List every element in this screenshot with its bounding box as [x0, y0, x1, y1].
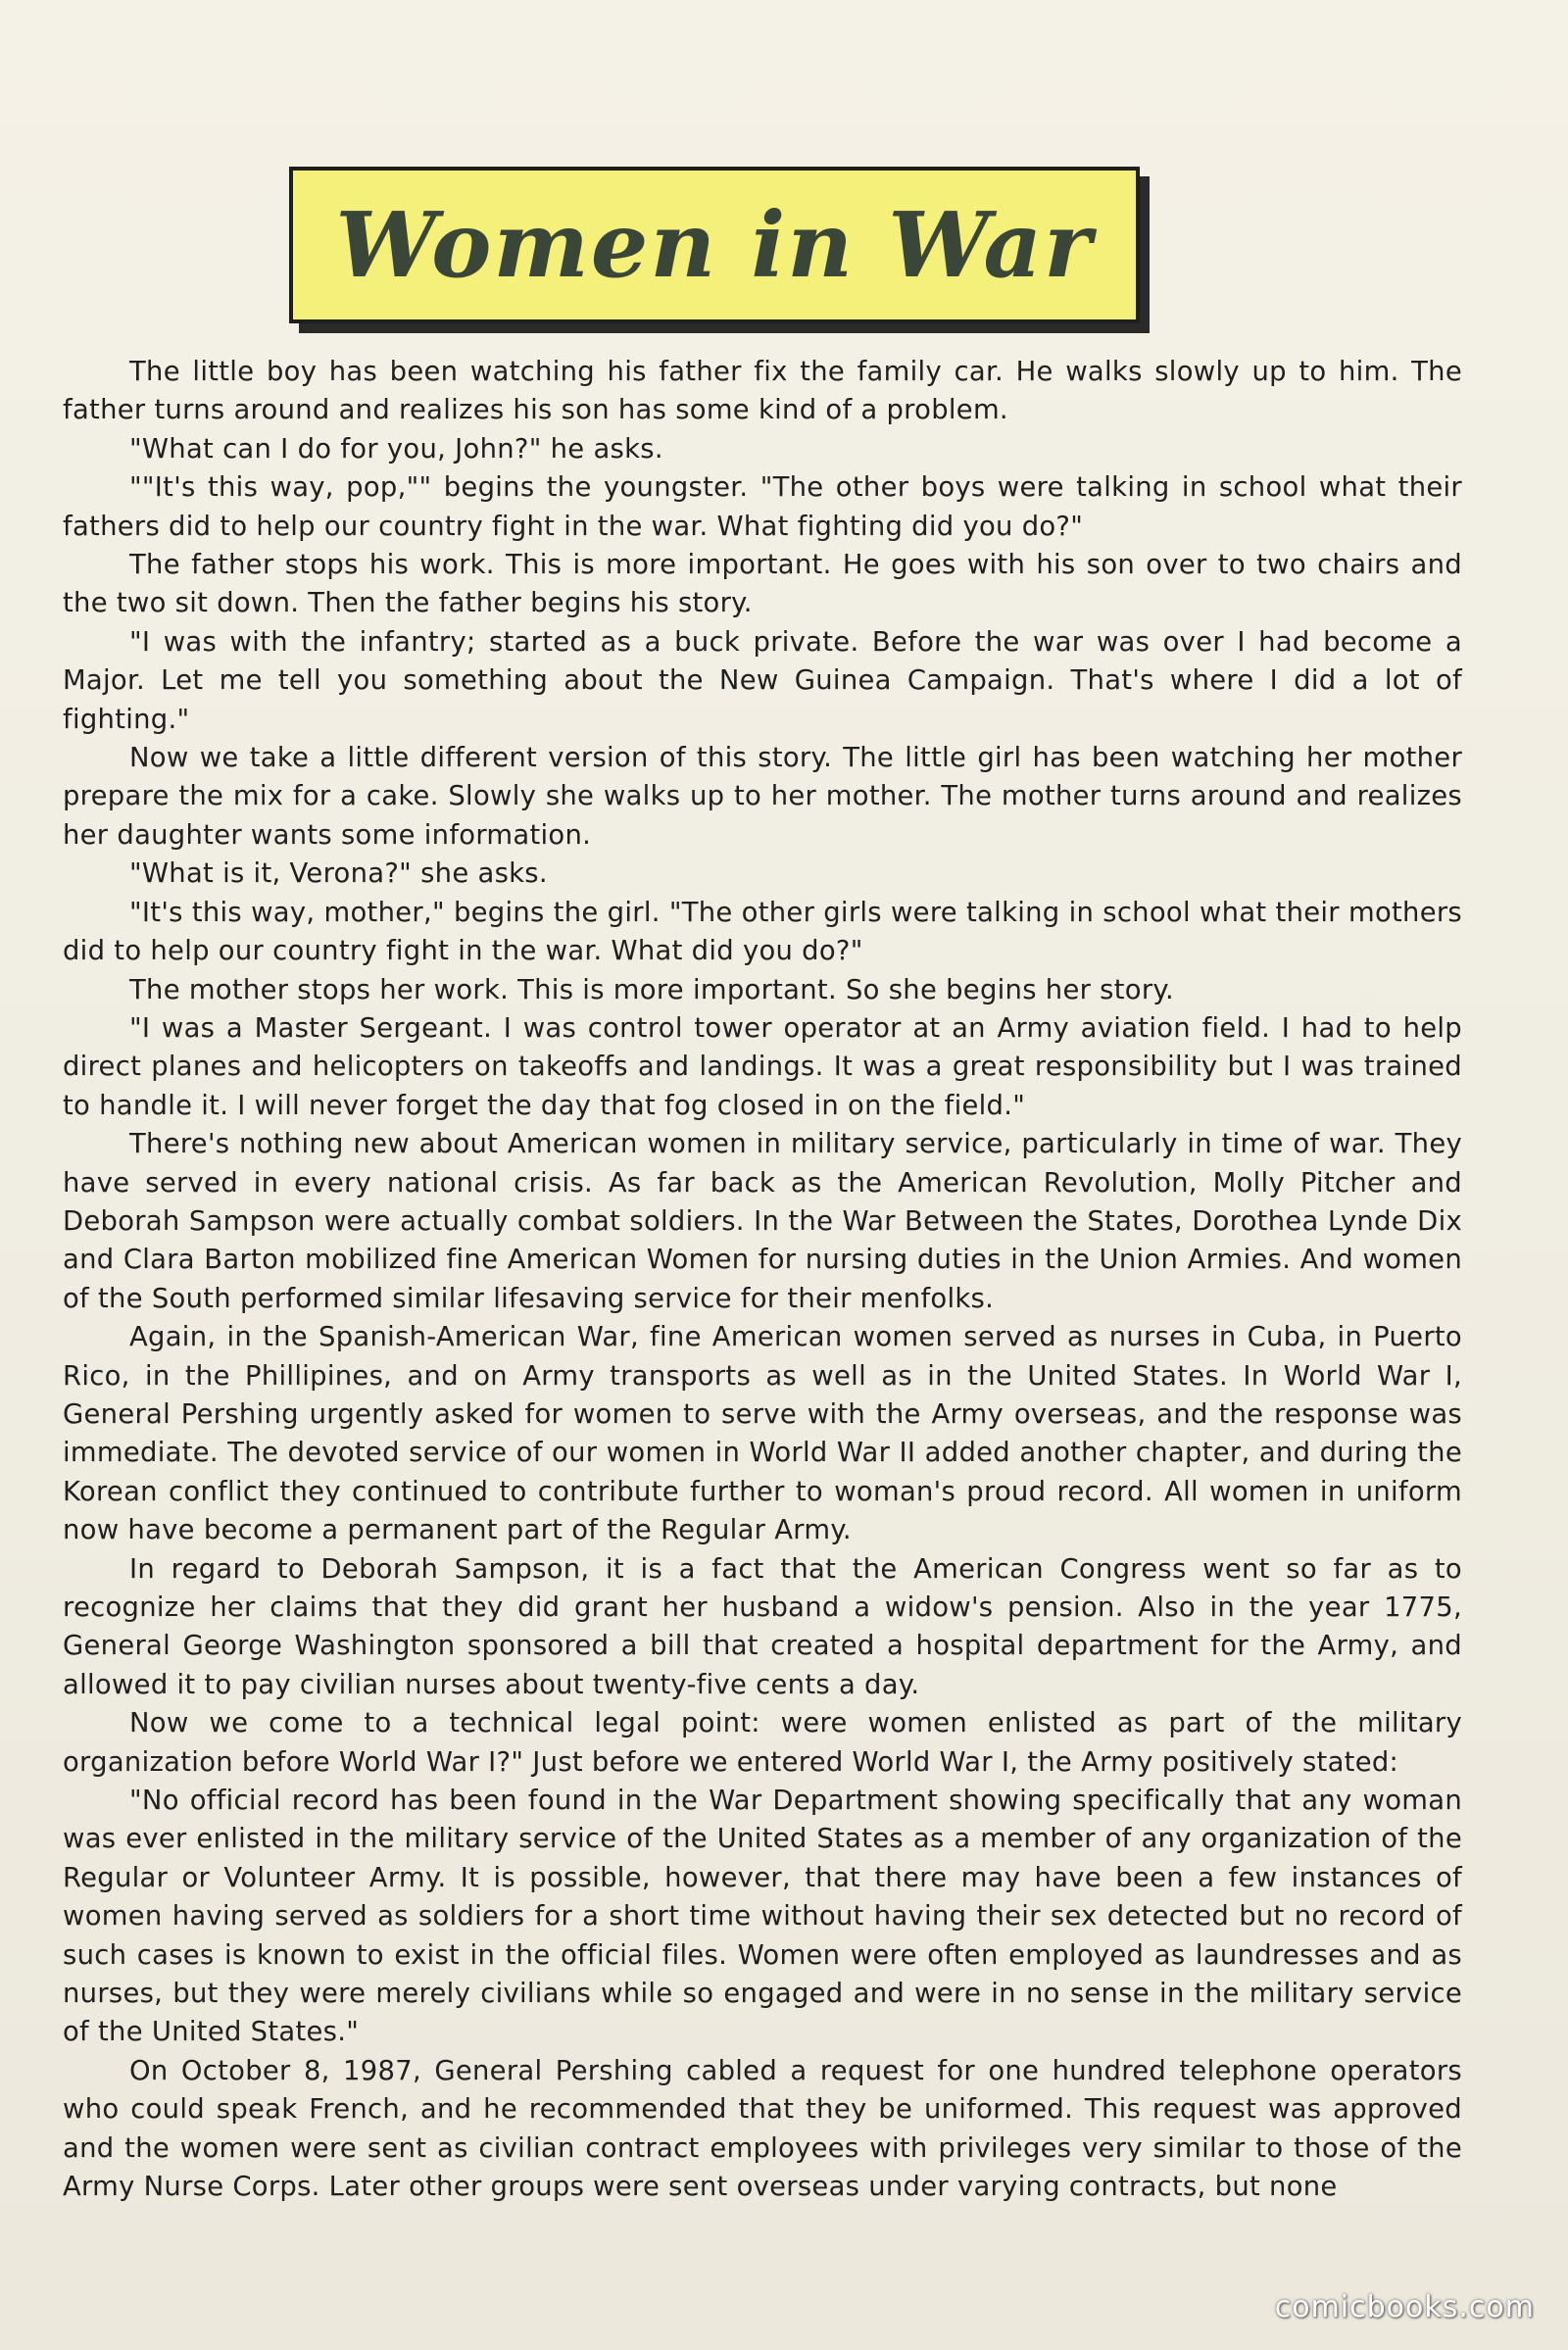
title-box: [289, 167, 1140, 323]
paragraph: In regard to Deborah Sampson, it is a fact that the American Congress went so far as to recognize her claims that they did grant her husband a widow's pension. Also in the year 1775, General George Washington sponsored a bill that created a hospital department for the Army, and allowed it to pay civilian nurses about twenty-five cents a day.: [63, 1553, 1462, 1700]
paragraph: Again, in the Spanish-American War, fine American women served as nurses in Cuba, in Puerto Rico, in the Phillipines, and on Army transports as well as in the United States. In World War I, General Pershing urgently asked for women to serve with the Army overseas, and the response was immediate. The devoted service of our women in World War II added another chapter, and during the Korean conflict they continued to contribute further to woman's proud record. All women in uniform now have become a permanent part of the Regular Army.: [63, 1322, 1462, 1546]
paragraph: "I was with the infantry; started as a buck private. Before the war was over I had become a Major. Let me tell you something about the New Guinea Campaign. That's where I did a lot of fighting.": [63, 626, 1462, 735]
paragraph: Now we come to a technical legal point: were women enlisted as part of the military organization before World War I?" Just before we entered World War I, the Army positively stated:: [63, 1708, 1462, 1778]
watermark: comicbooks.com: [1274, 2290, 1535, 2325]
paragraph: The father stops his work. This is more important. He goes with his son over to two chairs and the two sit down. Then the father begins his story.: [63, 550, 1462, 619]
paragraph: There's nothing new about American women in military service, particularly in time of war. They have served in every national crisis. As far back as the American Revolution, Molly Pitcher and Deborah Sampson were actually combat soldiers. In the War Between the States, Dorothea Lynde Dix and Clara Barton mobilized fine American Women for nursing duties in the Union Armies. And women of the South performed similar lifesaving service for their menfolks.: [63, 1129, 1462, 1314]
paragraph: The little boy has been watching his father fix the family car. He walks slowly up to him. The father turns around and realizes his son has some kind of a problem.: [63, 357, 1462, 426]
paragraph: The mother stops her work. This is more important. So she begins her story.: [129, 974, 1175, 1005]
paragraph: "What can I do for you, John?" he asks.: [129, 433, 663, 465]
paragraph: "What is it, Verona?" she asks.: [129, 858, 548, 890]
paragraph: "It's this way, mother," begins the girl. "The other girls were talking in school what their mothers did to help our country fight in the war. What did you do?": [63, 897, 1462, 967]
paragraph: "I was a Master Sergeant. I was control tower operator at an Army aviation field. I had to help direct planes and helicopters on takeoffs and landings. It was a great responsibility but I was trained to handle it. I will never forget the day that fog closed in on the field.": [63, 1012, 1462, 1121]
paragraph: ""It's this way, pop,"" begins the youngster. "The other boys were talking in school what their fathers did to help our country fight in the war. What fighting did you do?": [63, 472, 1462, 542]
page-title: Women in War: [335, 192, 1094, 298]
paragraph: "No official record has been found in the War Department showing specifically that any woman was ever enlisted in the military service of the United States as a member of any organization of the Regular or Volunteer Army. It is possible, however, that there may have been a few instances of women having served as soldiers for a short time without having their sex detected but no record of such cases is known to exist in the official files. Women were often employed as laundresses and as nurses, but they were merely civilians while so engaged and were in no sense in the military service of the United States.": [63, 1786, 1462, 2048]
article-body: [63, 353, 1462, 2207]
paragraph: On October 8, 1987, General Pershing cabled a request for one hundred telephone operators who could speak French, and he recommended that they be uniformed. This request was approved and the women were sent as civilian contract employees with privileges very similar to those of the Army Nurse Corps. Later other groups were sent overseas under varying contracts, but none: [63, 2055, 1462, 2203]
paragraph: Now we take a little different version of this story. The little girl has been watching her mother prepare the mix for a cake. Slowly she walks up to her mother. The mother turns around and realizes her daughter wants some information.: [63, 743, 1462, 851]
